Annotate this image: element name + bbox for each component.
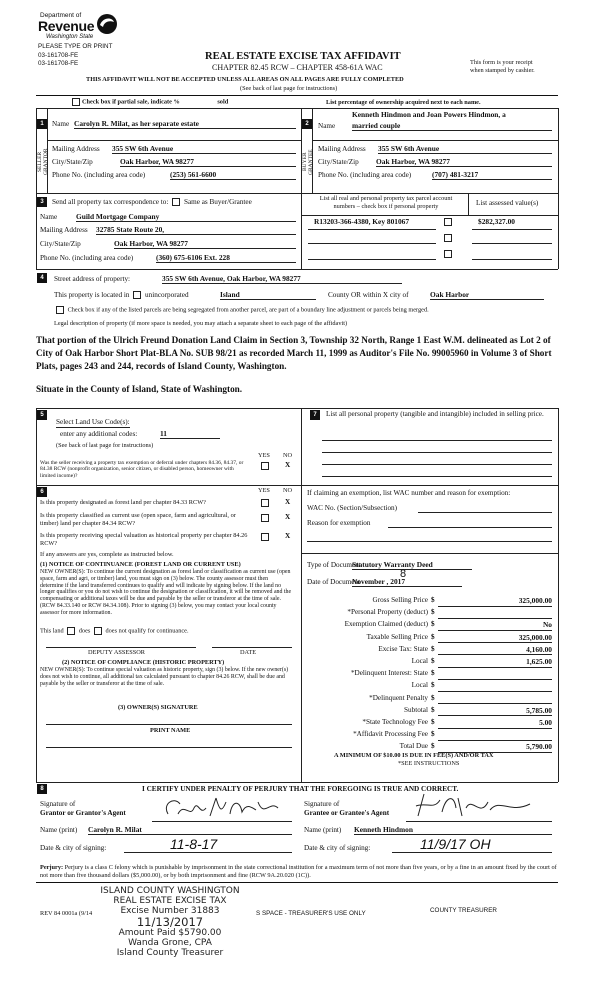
treasurer-use-label: S SPACE - TREASURER'S USE ONLY bbox=[256, 910, 366, 917]
doc-type-field[interactable]: Statutory Warranty Deed bbox=[352, 560, 472, 570]
corr-mailing-label: Mailing Address bbox=[40, 226, 88, 234]
same-as-buyer-label: Same as Buyer/Grantee bbox=[183, 198, 252, 206]
tax-row-label: Gross Selling Price bbox=[372, 596, 428, 604]
section-number-8: 8 bbox=[37, 784, 47, 794]
grantee-sig-label-2: Grantee or Grantee's Agent bbox=[304, 809, 390, 817]
current-use-question: Is this property classified as current use (open space, farm and agricultural, or timber) land per chapter 84.34 RCW? bbox=[40, 512, 236, 527]
tax-row-dollar: $ bbox=[431, 669, 435, 678]
doc-date-label: Date of Document bbox=[307, 578, 361, 586]
grantor-sig-label-2: Grantor or Grantor's Agent bbox=[40, 809, 126, 817]
grantor-date-label: Date & city of signing: bbox=[40, 844, 107, 852]
section-number-2: 2 bbox=[302, 119, 312, 129]
stamp-line-7: Island County Treasurer bbox=[116, 948, 224, 958]
tax-row-label: *Delinquent Interest: State bbox=[350, 669, 428, 678]
parcel-2-personal-checkbox[interactable] bbox=[444, 234, 452, 242]
seller-phone-field[interactable]: (253) 561-6600 bbox=[170, 170, 296, 180]
does-checkbox[interactable] bbox=[67, 627, 75, 635]
tax-row-amount[interactable]: 5,790.00 bbox=[526, 742, 552, 752]
stamp-line-6: Wanda Grone, CPA bbox=[128, 938, 212, 948]
buyer-city-field[interactable]: Oak Harbor, WA 98277 bbox=[376, 157, 552, 167]
buyer-phone-field[interactable]: (707) 481-3217 bbox=[432, 170, 552, 180]
tax-row-dollar: $ bbox=[431, 608, 435, 617]
parcel-3-personal-checkbox[interactable] bbox=[444, 250, 452, 258]
same-as-buyer-checkbox[interactable] bbox=[172, 198, 180, 206]
tax-row-label: Local bbox=[411, 657, 428, 665]
corr-city-field[interactable]: Oak Harbor, WA 98277 bbox=[114, 239, 296, 249]
street-label: Street address of property: bbox=[54, 275, 131, 283]
land-use-label: Select Land Use Code(s): bbox=[56, 418, 130, 426]
corr-city-label: City/State/Zip bbox=[40, 240, 81, 248]
buyer-name-label: Name bbox=[318, 122, 336, 130]
tax-row-dollar: $ bbox=[431, 657, 435, 665]
q6b-yes-checkbox[interactable] bbox=[261, 514, 269, 522]
assessed-value-field[interactable]: $282,327.00 bbox=[478, 217, 515, 226]
tax-row-label: Subtotal bbox=[404, 705, 428, 714]
send-correspondence-label: Send all property tax correspondence to: bbox=[52, 198, 169, 206]
located-row bbox=[54, 291, 189, 300]
q6c-yes-checkbox[interactable] bbox=[261, 533, 269, 541]
tax-row-label: Exemption Claimed (deduct) bbox=[344, 620, 428, 629]
grantee-name-label: Name (print) bbox=[304, 826, 342, 834]
tax-row-amount[interactable]: No bbox=[542, 620, 552, 630]
section-number-5: 5 bbox=[37, 410, 47, 420]
tax-row-label: Local bbox=[411, 681, 428, 690]
corr-phone-label: Phone No. (including area code) bbox=[40, 254, 134, 262]
grantee-signature[interactable] bbox=[410, 790, 540, 822]
stamp-line-1: ISLAND COUNTY WASHINGTON bbox=[100, 886, 240, 896]
tax-row-label: Taxable Selling Price bbox=[366, 632, 428, 641]
tax-row-dollar: $ bbox=[431, 693, 435, 702]
tax-row-label: Total Due bbox=[399, 742, 428, 751]
seller-name-label: Name bbox=[52, 120, 70, 128]
type-print-note: PLEASE TYPE OR PRINT bbox=[38, 43, 113, 50]
grantor-date-field[interactable]: 11-8-17 bbox=[124, 836, 292, 853]
section-number-6-badge: 6 bbox=[37, 487, 47, 497]
located-label: This property is located in bbox=[54, 291, 130, 299]
q6b-no-answer[interactable]: X bbox=[285, 513, 291, 521]
dept-line3: Washington State bbox=[46, 34, 94, 40]
unincorporated-checkbox[interactable] bbox=[133, 291, 141, 299]
send-correspondence-row bbox=[52, 198, 252, 207]
buyer-phone-label: Phone No. (including area code) bbox=[318, 171, 412, 179]
owner-signature-label: (3) OWNER(S) SIGNATURE bbox=[118, 704, 198, 711]
seller-side-label: SELLER GRANTOR bbox=[37, 148, 49, 176]
legal-description-text[interactable]: That portion of the Ulrich Freund Donation Land Claim in Section 3, Township 32 North, Range 1 East W.M. delineated as Lot 2 of City of Oak Harbor Short Plat-BLA No. SUB 98/21 as recorded March 11, 1999 as Auditor's File No. 99005960 in Volume 3 of Short Plats, pages 243 and 244, records of Island County, Washington. bbox=[36, 335, 552, 372]
any-yes-note: If any answers are yes, complete as instructed below. bbox=[40, 551, 174, 558]
perjury-label: Perjury: bbox=[40, 864, 64, 871]
dept-line2: Revenue bbox=[38, 18, 95, 34]
does-not-label: does not qualify for continuance. bbox=[105, 627, 189, 635]
grantor-name-label: Name (print) bbox=[40, 826, 78, 834]
exemption-question: Was the seller receiving a property tax exemption or deferral under chapters 84.36, 84.37, or 84.38 RCW (nonprofit organization, senior citizen, or disabled person, homeowner with limited income)? bbox=[40, 460, 244, 479]
print-name-label: PRINT NAME bbox=[150, 727, 191, 734]
tax-row-amount[interactable]: 325,000.00 bbox=[518, 596, 552, 605]
seller-mailing-label: Mailing Address bbox=[52, 145, 100, 153]
tax-row-dollar: $ bbox=[431, 742, 435, 751]
stamp-line-3: Excise Number 31883 bbox=[120, 906, 220, 916]
buyer-mailing-label: Mailing Address bbox=[318, 145, 366, 153]
buyer-name-line1[interactable]: Kenneth Hindmon and Joan Powers Hindmon, a bbox=[352, 110, 506, 119]
stamp-line-4: 11/13/2017 bbox=[136, 915, 204, 929]
tax-row-amount[interactable]: 1,625.00 bbox=[526, 657, 552, 666]
grantor-signature[interactable] bbox=[160, 794, 290, 824]
corr-phone-field[interactable]: (360) 675-6106 Ext. 228 bbox=[156, 253, 296, 263]
parcel-header-line1: List all real and personal property tax parcel account bbox=[319, 195, 453, 202]
historic-question: Is this property receiving special valuation as historical property per chapter 84.26 RCW? bbox=[40, 532, 248, 547]
tax-row-amount[interactable]: 5,785.00 bbox=[526, 705, 552, 715]
list-percentage-note: List percentage of ownership acquired next to each name. bbox=[326, 99, 481, 106]
notice-continuance-title: (1) NOTICE OF CONTINUANCE (FOREST LAND OR CURRENT USE) bbox=[40, 561, 241, 568]
doc-date-day[interactable]: 8 bbox=[400, 568, 407, 580]
deputy-assessor-label: DEPUTY ASSESSOR bbox=[88, 649, 145, 656]
tax-row-amount[interactable]: 5.00 bbox=[539, 718, 552, 727]
situate-text[interactable]: Situate in the County of Island, State of Washington. bbox=[36, 384, 243, 394]
receipt-note-2: when stamped by cashier. bbox=[470, 67, 535, 74]
tax-row-amount[interactable]: 325,000.00 bbox=[518, 632, 552, 642]
tax-row-amount[interactable]: 4,160.00 bbox=[526, 644, 552, 654]
seller-city-field[interactable]: Oak Harbor, WA 98277 bbox=[120, 157, 296, 167]
dept-line1: Department of bbox=[40, 12, 82, 19]
reason-label: Reason for exemption bbox=[307, 519, 371, 527]
segregated-checkbox[interactable] bbox=[56, 306, 64, 314]
additional-codes-label: enter any additional codes: bbox=[60, 430, 138, 438]
buyer-city-label: City/State/Zip bbox=[318, 158, 359, 166]
notice-compliance-title: (2) NOTICE OF COMPLIANCE (HISTORIC PROPERTY) bbox=[62, 659, 225, 666]
parcel-number-field[interactable]: R13203-366-4380, Key 801067 bbox=[314, 217, 410, 226]
parcel-header bbox=[306, 195, 466, 210]
tax-row-dollar: $ bbox=[431, 730, 435, 739]
corr-name-label: Name bbox=[40, 213, 58, 221]
partial-sale-checkbox[interactable] bbox=[72, 98, 80, 106]
tax-row-dollar: $ bbox=[431, 632, 435, 641]
seller-mailing-field[interactable]: 355 SW 6th Avenue bbox=[112, 144, 296, 154]
grantee-name-field[interactable]: Kenneth Hindmon bbox=[354, 825, 552, 835]
does-not-checkbox[interactable] bbox=[94, 627, 102, 635]
parcel-1-personal-checkbox[interactable] bbox=[444, 218, 452, 226]
county-field[interactable]: Island bbox=[220, 290, 316, 300]
doc-type-label: Type of Document bbox=[307, 561, 361, 569]
tax-row-dollar: $ bbox=[431, 644, 435, 653]
grantee-date-field[interactable]: 11/9/17 OH bbox=[392, 836, 552, 853]
minimum-due-note: A MINIMUM OF $10.00 IS DUE IN FEE(S) AND/OR TAX bbox=[334, 752, 494, 759]
this-land-label: This land bbox=[40, 627, 64, 635]
tax-row-dollar: $ bbox=[431, 681, 435, 690]
rev-number: REV 84 0001a (9/14 bbox=[40, 910, 93, 917]
q5-yes-checkbox[interactable] bbox=[261, 462, 269, 470]
wac-label: WAC No. (Section/Subsection) bbox=[307, 504, 398, 512]
partial-sale-label: Check box if partial sale, indicate % bbox=[82, 98, 180, 106]
does-label: does bbox=[78, 627, 91, 635]
stamp-line-5: Amount Paid $5790.00 bbox=[118, 928, 222, 938]
perjury-text: Perjury is a class C felony which is punishable by imprisonment in the state correctional institution for a maximum term of not more than five years, or by a fine in an amount fixed by the court of not more than five thousand dollars ($5,000.00), or by both imprisonment and fine (RCW 9A.20.020 (1C)). bbox=[40, 864, 557, 879]
legal-description-label: Legal description of property (if more space is needed, you may attach a separate sheet to each page of the affidavit) bbox=[54, 320, 348, 327]
corr-mailing-field[interactable]: 32785 State Route 20, bbox=[96, 225, 296, 235]
certify-statement: I CERTIFY UNDER PENALTY OF PERJURY THAT THE FOREGOING IS TRUE AND CORRECT. bbox=[142, 785, 459, 793]
form-number-2: 03-161708-FE bbox=[38, 60, 79, 67]
q5-no-answer[interactable]: X bbox=[285, 461, 291, 469]
buyer-side-label: BUYER GRANTEE bbox=[302, 149, 314, 175]
tax-row-label: *Personal Property (deduct) bbox=[347, 608, 428, 617]
grantee-sig-label-1: Signature of bbox=[304, 800, 340, 808]
segregated-label: Check box if any of the listed parcels are being segregated from another parcel, are part of a boundary line adjustment or parcels being merged. bbox=[67, 306, 429, 314]
no-header-5: NO bbox=[283, 452, 293, 459]
see-back-header: (See back of last page for instructions) bbox=[240, 85, 338, 92]
stamp-line-2: REAL ESTATE EXCISE TAX bbox=[113, 896, 227, 906]
tax-row-dollar: $ bbox=[431, 596, 435, 604]
seller-name-field[interactable]: Carolyn R. Milat, as her separate estate bbox=[74, 119, 296, 129]
land-use-code-field[interactable]: 11 bbox=[160, 429, 220, 439]
tax-row-label: *Affidavit Processing Fee bbox=[353, 730, 428, 739]
tax-row-dollar: $ bbox=[431, 718, 435, 726]
seller-phone-label: Phone No. (including area code) bbox=[52, 171, 146, 179]
tax-row-label: *Delinquent Penalty bbox=[369, 693, 428, 702]
county-treasurer-label: COUNTY TREASURER bbox=[430, 907, 497, 914]
section-number-3: 3 bbox=[37, 197, 47, 207]
county-label: County OR within X city of bbox=[328, 291, 409, 299]
see-instructions-note: *SEE INSTRUCTIONS bbox=[398, 760, 460, 767]
grantor-sig-label-1: Signature of bbox=[40, 800, 76, 808]
notice-continuance-body: NEW OWNER(S): To continue the current designation as forest land or classification as current use (open space, farm and agri, or timber) land, you must sign on (3) below. The county assessor must then determine if the land transferred continues to qualify and will indicate by signing below. If the land no longer qualifies or you do not wish to continue the designation or classification, it will be removed and the compensating or additional taxes will be due and payable by the seller or transferor at the time of sale. (RCW 84.33.140 or RCW 84.34.108). Prior to signing (3) below, you may contact your local county assessor for more information. bbox=[40, 569, 292, 616]
yes-header-5: YES bbox=[258, 452, 270, 459]
receipt-note-1: This form is your receipt bbox=[470, 59, 533, 66]
notice-compliance-body: NEW OWNER(S): To continue special valuation as historic property, sign (3) below. If the new owner(s) does not wish to continue, all additional tax calculated pursuant to chapter 84.26 RCW, shall be due and payable by the seller or transferor at the time of sale. bbox=[40, 667, 289, 687]
logo-swirl-icon bbox=[94, 12, 124, 36]
tax-row-dollar: $ bbox=[431, 705, 435, 714]
forest-land-question: Is this property designated as forest land per chapter 84.33 RCW? bbox=[40, 499, 206, 506]
doc-date-field[interactable]: November , 2017 bbox=[352, 577, 462, 587]
tax-row-label: Excise Tax: State bbox=[378, 644, 428, 653]
date-label: DATE bbox=[240, 649, 257, 656]
tax-row-dollar: $ bbox=[431, 620, 435, 629]
form-title: REAL ESTATE EXCISE TAX AFFIDAVIT bbox=[205, 51, 401, 62]
exemption-label: If claiming an exemption, list WAC number and reason for exemption: bbox=[307, 489, 511, 497]
seller-city-label: City/State/Zip bbox=[52, 158, 93, 166]
form-number-1: 03-161708-FE bbox=[38, 52, 79, 59]
partial-sale-row bbox=[70, 98, 228, 106]
segregated-row bbox=[54, 306, 429, 314]
q6a-yes-checkbox[interactable] bbox=[261, 499, 269, 507]
personal-property-label: List all personal property (tangible and intangible) included in selling price. bbox=[326, 410, 544, 418]
warning-text: THIS AFFIDAVIT WILL NOT BE ACCEPTED UNLESS ALL AREAS ON ALL PAGES ARE FULLY COMPLETED bbox=[86, 76, 404, 83]
yes-header-6: YES bbox=[258, 487, 270, 494]
no-header-6: NO bbox=[283, 487, 293, 494]
section-number-1: 1 bbox=[37, 119, 47, 129]
section-number-4: 4 bbox=[37, 273, 47, 283]
q6c-no-answer[interactable]: X bbox=[285, 532, 291, 540]
assessed-header: List assessed value(s) bbox=[476, 199, 539, 207]
corr-name-field[interactable]: Guild Mortgage Company bbox=[76, 212, 296, 222]
see-back-land-use: (See back of last page for instructions) bbox=[56, 442, 154, 449]
section-number-7: 7 bbox=[310, 410, 320, 420]
buyer-mailing-field[interactable]: 355 SW 6th Avenue bbox=[378, 144, 552, 154]
form-subtitle: CHAPTER 82.45 RCW – CHAPTER 458-61A WAC bbox=[212, 63, 383, 72]
sold-label: sold bbox=[217, 98, 229, 106]
grantor-name-field[interactable]: Carolyn R. Milat bbox=[88, 825, 292, 835]
grantee-date-label: Date & city of signing: bbox=[304, 844, 371, 852]
city-field[interactable]: Oak Harbor bbox=[430, 290, 544, 300]
unincorporated-label: unincorporated bbox=[145, 291, 189, 299]
tax-row-label: *State Technology Fee bbox=[362, 718, 428, 726]
buyer-name-line2[interactable]: married couple bbox=[352, 121, 552, 131]
qualify-row bbox=[40, 627, 189, 635]
street-address-field[interactable]: 355 SW 6th Avenue, Oak Harbor, WA 98277 bbox=[162, 274, 402, 284]
parcel-header-line2: numbers – check box if personal property bbox=[333, 202, 439, 210]
perjury-note bbox=[40, 864, 558, 879]
q6a-no-answer[interactable]: X bbox=[285, 498, 291, 506]
